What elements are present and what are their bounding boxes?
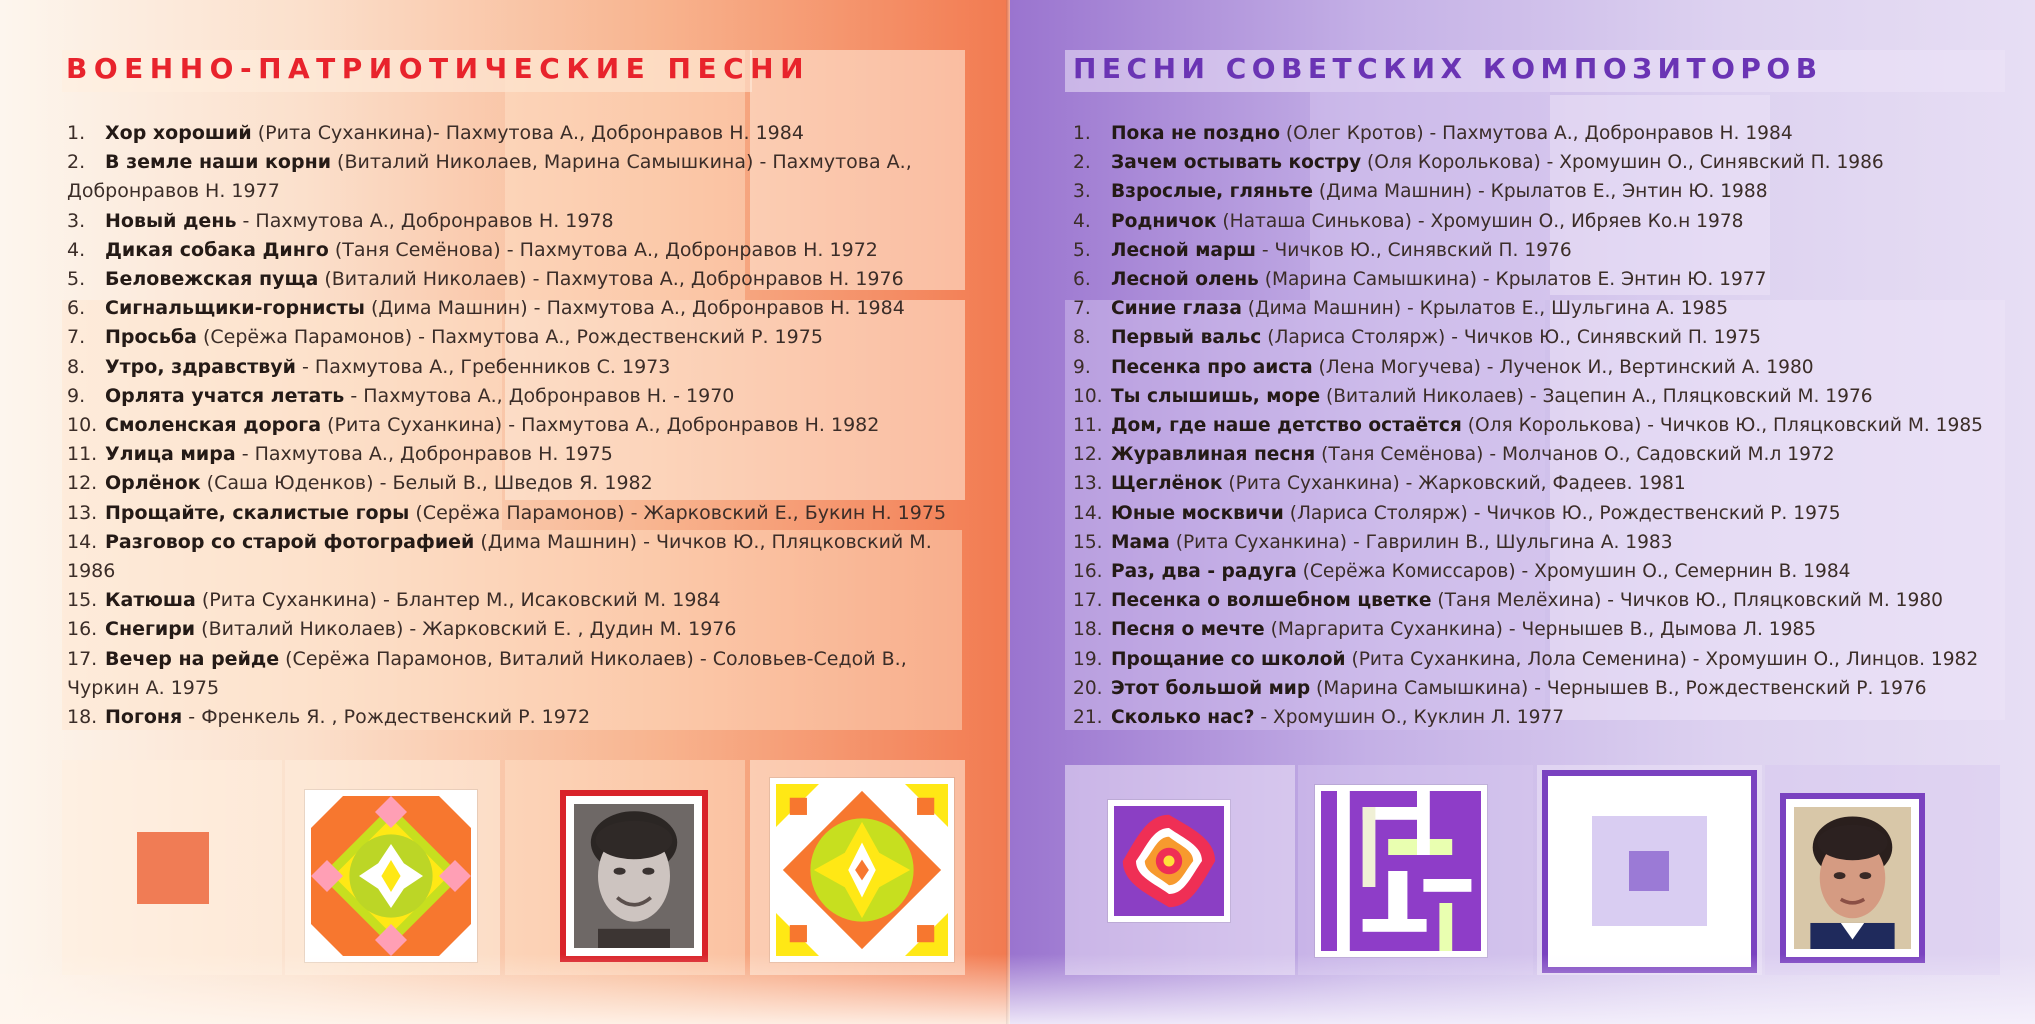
song-number: 17.	[1073, 590, 1103, 612]
song-number: 20.	[1073, 677, 1103, 699]
song-number: 3.	[67, 209, 86, 232]
orange-square-decoration	[137, 832, 209, 904]
song-number: 3.	[1073, 181, 1091, 203]
song-title: Раз, два - радуга	[1111, 561, 1297, 583]
song-credits: - Френкель Я. , Рождественский Р. 1972	[182, 706, 591, 729]
song-item	[1073, 323, 2013, 352]
song-item	[67, 294, 967, 323]
portrait-icon	[574, 804, 694, 948]
song-item	[67, 382, 967, 411]
song-number: 12.	[1073, 444, 1103, 466]
song-number: 1.	[1073, 123, 1091, 144]
song-credits: (Дима Машнин) - Пахмутова А., Добронравов Н. 1984	[364, 297, 905, 320]
song-item	[1073, 119, 2013, 148]
song-item	[1073, 499, 2013, 528]
song-title: Этот большой мир	[1111, 677, 1311, 699]
song-credits: - Чичков Ю., Синявский П. 1976	[1256, 239, 1572, 261]
song-credits: (Рита Суханкина, Лола Семенина) - Хромушин О., Линцов. 1982	[1345, 648, 1979, 670]
song-item	[67, 586, 967, 615]
song-item	[1073, 586, 2013, 615]
song-item	[1073, 353, 2013, 382]
song-number: 4.	[1073, 210, 1091, 232]
song-title: Прощайте, скалистые горы	[105, 501, 410, 524]
song-item	[1073, 177, 2013, 206]
song-item	[1073, 703, 2013, 732]
song-item	[67, 469, 967, 498]
song-item	[67, 148, 967, 206]
song-number: 9.	[1073, 356, 1091, 378]
song-item	[67, 119, 967, 148]
song-item	[1073, 645, 2013, 674]
song-item	[1073, 294, 2013, 323]
song-number: 11.	[1073, 415, 1103, 437]
song-item	[67, 499, 967, 528]
floral-pattern-icon	[1114, 806, 1224, 916]
song-title: Смоленская дорога	[105, 414, 322, 437]
song-item	[1073, 615, 2013, 644]
song-item	[67, 323, 967, 352]
song-credits: (Рита Суханкина) - Блантер М., Исаковский М. 1984	[195, 589, 721, 612]
song-item	[1073, 411, 2013, 440]
song-number: 7.	[67, 326, 86, 349]
song-number: 17.	[67, 647, 98, 670]
song-credits: (Марина Самышкина) - Крылатов Е. Энтин Ю. 1977	[1258, 269, 1767, 291]
song-number: 5.	[67, 268, 86, 291]
song-credits: (Лариса Столярж) - Чичков Ю., Синявский П. 1975	[1261, 327, 1761, 349]
song-number: 8.	[67, 355, 86, 378]
song-credits: (Виталий Николаев, Марина Самышкина) - Пахмутова А., Добронравов Н. 1977	[67, 151, 912, 203]
song-number: 14.	[67, 530, 98, 553]
song-number: 6.	[67, 297, 86, 320]
song-credits: (Олег Кротов) - Пахмутова А., Добронравов Н. 1984	[1279, 123, 1793, 144]
song-credits: (Виталий Николаев) - Жарковский Е. , Дудин М. 1976	[195, 618, 737, 641]
song-item	[1073, 148, 2013, 177]
song-title: Дом, где наше детство остаётся	[1111, 415, 1462, 437]
song-title: Улица мира	[105, 443, 236, 466]
song-title: Хор хороший	[105, 122, 252, 144]
song-number: 16.	[1073, 561, 1103, 583]
song-item	[67, 411, 967, 440]
song-credits: (Рита Суханкина) - Гаврилин В., Шульгина А. 1983	[1169, 531, 1673, 553]
song-number: 15.	[67, 589, 98, 612]
boy-photo-color	[1780, 793, 1925, 963]
song-number: 13.	[67, 501, 98, 524]
boy-photo-bw	[560, 790, 708, 962]
song-credits: (Таня Семёнова) - Пахмутова А., Добронравов Н. 1972	[328, 238, 878, 261]
song-item	[67, 645, 967, 703]
song-credits: (Лариса Столярж) - Чичков Ю., Рождественский Р. 1975	[1283, 502, 1841, 524]
song-title: Синие глаза	[1111, 298, 1242, 320]
song-credits: (Серёжа Парамонов) - Жарковский Е., Букин Н. 1975	[409, 501, 947, 524]
song-number: 14.	[1073, 502, 1103, 524]
song-item	[1073, 469, 2013, 498]
song-item	[67, 440, 967, 469]
song-number: 5.	[1073, 239, 1091, 261]
song-title: Щеглёнок	[1111, 473, 1223, 495]
song-title: Родничок	[1111, 210, 1217, 232]
right-page	[1010, 0, 2035, 1024]
song-credits: (Оля Королькова) - Чичков Ю., Пляцковский М. 1985	[1461, 415, 1984, 437]
song-credits: - Пахмутова А., Добронравов Н. 1978	[236, 209, 614, 232]
song-number: 4.	[67, 238, 86, 261]
mosaic-pattern-icon	[776, 784, 948, 956]
song-item	[67, 615, 967, 644]
song-number: 8.	[1073, 327, 1091, 349]
right-page-title: ПЕСНИ СОВЕТСКИХ КОМПОЗИТОРОВ	[1073, 52, 1823, 85]
song-item	[1073, 265, 2013, 294]
song-credits: (Маргарита Суханкина) - Чернышев В., Дымова Л. 1985	[1264, 619, 1817, 641]
song-credits: (Оля Королькова) - Хромушин О., Синявский П. 1986	[1361, 152, 1884, 174]
song-title: Мама	[1111, 531, 1170, 553]
song-item	[1073, 440, 2013, 469]
song-title: Погоня	[105, 706, 183, 729]
song-credits: - Пахмутова А., Добронравов Н. 1975	[235, 443, 613, 466]
floral-pattern-tile	[1108, 800, 1230, 922]
geometric-mosaic-right	[770, 778, 954, 962]
song-item	[1073, 382, 2013, 411]
song-title: Юные москвичи	[1111, 502, 1284, 524]
song-number: 11.	[67, 443, 98, 466]
song-title: Зачем остывать костру	[1111, 152, 1362, 174]
song-item	[1073, 236, 2013, 265]
song-title: Песня о мечте	[1111, 619, 1265, 641]
song-number: 1.	[67, 122, 86, 144]
song-credits: (Таня Мелёхина) - Чичков Ю., Пляцковский М. 1980	[1431, 590, 1943, 612]
song-number: 19.	[1073, 648, 1103, 670]
song-item	[1073, 557, 2013, 586]
song-title: Орлята учатся летать	[105, 384, 345, 407]
song-credits: (Серёжа Парамонов) - Пахмутова А., Рождественский Р. 1975	[196, 326, 823, 349]
song-title: Журавлиная песня	[1111, 444, 1316, 466]
song-title: В земле наши корни	[105, 151, 332, 174]
portrait-icon	[1794, 807, 1911, 949]
song-title: Катюша	[105, 589, 196, 612]
song-title: Песенка о волшебном цветке	[1111, 590, 1432, 612]
song-credits: (Таня Семёнова) - Молчанов О., Садовский М.л 1972	[1315, 444, 1835, 466]
song-title: Ты слышишь, море	[1111, 385, 1321, 407]
song-title: Просьба	[105, 326, 197, 349]
song-number: 18.	[67, 706, 98, 729]
song-title: Пока не поздно	[1111, 123, 1280, 144]
left-page	[0, 0, 1010, 1024]
song-number: 16.	[67, 618, 98, 641]
song-item	[1073, 528, 2013, 557]
song-number: 18.	[1073, 619, 1103, 641]
song-number: 12.	[67, 472, 98, 495]
song-credits: (Рита Суханкина) - Жарковский, Фадеев. 1981	[1222, 473, 1686, 495]
song-number: 21.	[1073, 707, 1103, 729]
center-square-decoration	[1629, 851, 1669, 891]
song-credits: - Пахмутова А., Добронравов Н. - 1970	[344, 384, 735, 407]
purple-concentric-squares	[1542, 770, 1757, 973]
song-title: Дикая собака Динго	[105, 238, 329, 261]
song-credits: (Саша Юденков) - Белый В., Шведов Я. 1982	[200, 472, 653, 495]
song-credits: (Лена Могучева) - Лученок И., Вертинский А. 1980	[1312, 356, 1814, 378]
song-title: Сколько нас?	[1111, 707, 1255, 729]
geometric-mosaic-left	[305, 790, 477, 962]
song-title: Лесной марш	[1111, 239, 1257, 261]
song-title: Первый вальс	[1111, 327, 1262, 349]
song-credits: (Наташа Синькова) - Хромушин О., Ибряев Ко.н 1978	[1216, 210, 1744, 232]
song-credits: (Дима Машнин) - Крылатов Е., Энтин Ю. 1988	[1312, 181, 1768, 203]
song-credits: (Серёжа Парамонов, Виталий Николаев) - Соловьев-Седой В., Чуркин А. 1975	[67, 647, 907, 699]
song-number: 6.	[1073, 269, 1091, 291]
song-credits: (Рита Суханкина) - Пахмутова А., Добронравов Н. 1982	[321, 414, 880, 437]
song-number: 10.	[67, 414, 98, 437]
song-credits: - Пахмутова А., Гребенников С. 1973	[295, 355, 671, 378]
song-item	[67, 236, 967, 265]
song-item	[67, 353, 967, 382]
song-number: 10.	[1073, 385, 1103, 407]
left-song-list	[67, 119, 967, 732]
left-page-title: ВОЕННО-ПАТРИОТИЧЕСКИЕ ПЕСНИ	[66, 52, 811, 85]
song-number: 13.	[1073, 473, 1103, 495]
song-item	[67, 207, 967, 236]
song-credits: - Хромушин О., Куклин Л. 1977	[1254, 707, 1565, 729]
song-item	[67, 265, 967, 294]
mosaic-pattern-icon	[311, 796, 471, 956]
purple-abstract-tile	[1315, 785, 1487, 957]
song-title: Взрослые, гляньте	[1111, 181, 1313, 203]
song-credits: (Виталий Николаев) - Пахмутова А., Добронравов Н. 1976	[318, 268, 904, 291]
song-number: 9.	[67, 384, 86, 407]
song-title: Снегири	[105, 618, 196, 641]
song-number: 15.	[1073, 531, 1103, 553]
song-item	[1073, 207, 2013, 236]
right-song-list	[1073, 119, 2013, 732]
abstract-pattern-icon	[1321, 791, 1481, 951]
song-title: Вечер на рейде	[105, 647, 280, 670]
song-number: 2.	[1073, 152, 1091, 174]
song-title: Песенка про аиста	[1111, 356, 1313, 378]
song-title: Утро, здравствуй	[105, 355, 296, 378]
song-credits: (Серёжа Комиссаров) - Хромушин О., Семернин В. 1984	[1296, 561, 1851, 583]
song-credits: (Рита Суханкина)- Пахмутова А., Добронравов Н. 1984	[251, 122, 804, 144]
song-title: Сигнальщики-горнисты	[105, 297, 365, 320]
song-credits: (Дима Машнин) - Крылатов Е., Шульгина А. 1985	[1241, 298, 1729, 320]
song-number: 2.	[67, 151, 86, 174]
song-credits: (Марина Самышкина) - Чернышев В., Рождественский Р. 1976	[1310, 677, 1927, 699]
song-credits: (Виталий Николаев) - Зацепин А., Пляцковский М. 1976	[1320, 385, 1873, 407]
song-number: 7.	[1073, 298, 1091, 320]
song-title: Беловежская пуща	[105, 268, 319, 291]
song-title: Разговор со старой фотографией	[105, 530, 475, 553]
song-title: Лесной олень	[1111, 269, 1259, 291]
song-item	[1073, 674, 2013, 703]
song-item	[67, 528, 967, 586]
song-title: Орлёнок	[105, 472, 201, 495]
song-item	[67, 703, 967, 732]
song-title: Прощание со школой	[1111, 648, 1346, 670]
song-title: Новый день	[105, 209, 237, 232]
song-credits: (Дима Машнин) - Чичков Ю., Пляцковский М. 1986	[67, 530, 932, 583]
